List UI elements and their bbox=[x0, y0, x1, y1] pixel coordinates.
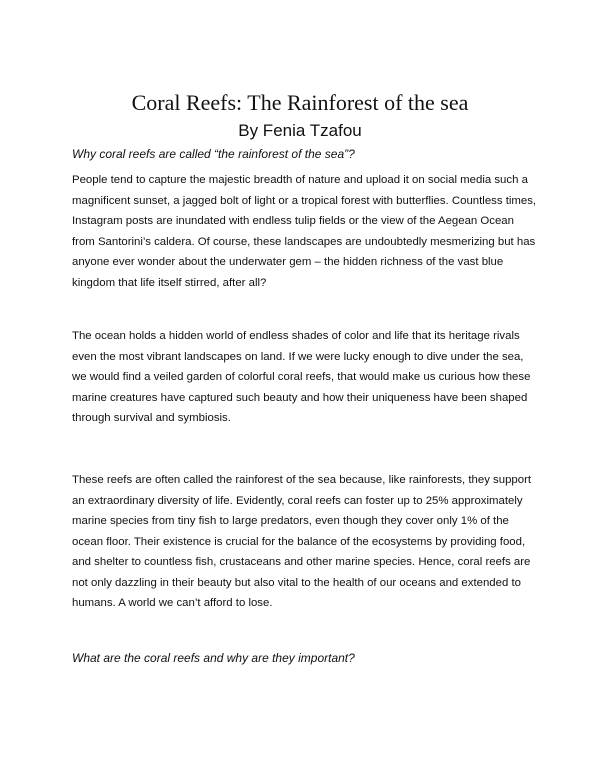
paragraph-intro: People tend to capture the majestic breadth of nature and upload it on social media such a magnificent sunset, a jagged bolt of light or a tropical forest with butterflies. Countless times, Instagram posts are inundated with endless tulip fields or the view of the Aegean Ocean from Santorini’s caldera. Of course, these landscapes are undoubtedly mesmerizing but has anyone ever wonder about the underwater gem – the hidden richness of the vast blue kingdom that life itself stirred, after all? bbox=[72, 174, 537, 289]
paragraph-reefs: These reefs are often called the rainforest of the sea because, like rainforests, they support an extraordinary diversity of life. Evidently, coral reefs can foster up to 25% approximately marine species from tiny fish to large predators, even though they cover only 1% of the ocean floor. Their existence is crucial for the balance of the ecosystems by providing food, and shelter to countless fish, crustaceans and other marine species. Hence, coral reefs are not only dazzling in their beauty but also vital to the health of our oceans and extended to humans. A world we can’t afford to lose. bbox=[72, 474, 532, 609]
paragraph-ocean: The ocean holds a hidden world of endless shades of color and life that its heritage rivals even the most vibrant landscapes on land. If we were lucky enough to dive under the sea, we would find a veiled garden of colorful coral reefs, that would make us curious how these marine creatures have captured such beauty and how their uniqueness have been shaped through survival and symbiosis. bbox=[72, 330, 531, 424]
document-author: By Fenia Tzafou bbox=[238, 121, 362, 140]
section-question-1: Why coral reefs are called “the rainforest of the sea”? bbox=[72, 147, 355, 161]
section-question-2: What are the coral reefs and why are they important? bbox=[72, 651, 355, 665]
document-title: Coral Reefs: The Rainforest of the sea bbox=[131, 90, 469, 115]
